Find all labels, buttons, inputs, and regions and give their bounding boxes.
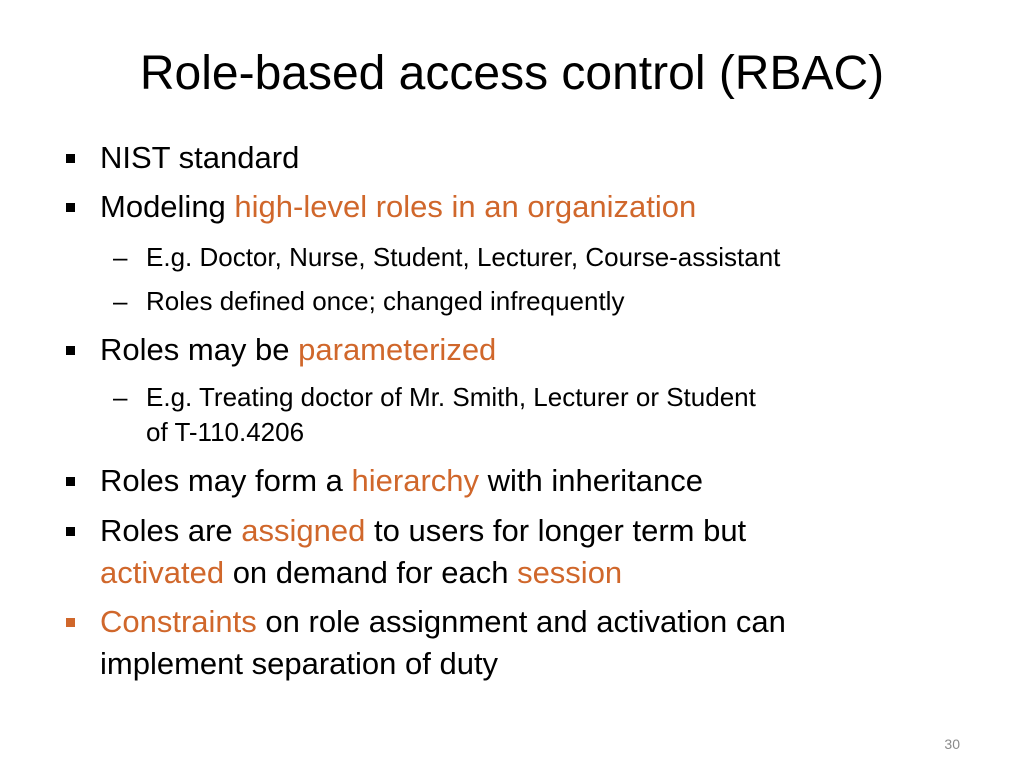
bullet-line2 <box>100 552 980 594</box>
bullet-modeling <box>100 186 980 228</box>
subbullet-treating-doctor <box>146 380 966 450</box>
accent-square-bullet-icon <box>66 618 75 627</box>
square-bullet-icon <box>66 527 75 536</box>
highlight-text: high-level roles in an organization <box>234 189 697 224</box>
highlight-text: hierarchy <box>351 463 480 498</box>
highlight-text: assigned <box>241 513 366 548</box>
subbullet-text: Roles defined once; changed infrequently <box>146 286 625 316</box>
subbullet-defined-once <box>146 284 966 319</box>
square-bullet-icon <box>66 203 75 212</box>
dash-bullet-icon: – <box>113 286 128 316</box>
slide-title: Role-based access control (RBAC) <box>139 47 885 100</box>
bullet-line1 <box>100 510 980 552</box>
bullet-text: with inheritance <box>479 463 704 498</box>
highlight-text: Constraints <box>100 604 257 639</box>
bullet-hierarchy <box>100 460 980 502</box>
dash-bullet-icon: – <box>113 382 128 412</box>
bullet-text: on role assignment and activation can <box>256 604 786 639</box>
bullet-assigned-activated <box>100 510 980 594</box>
square-bullet-icon <box>66 154 75 163</box>
bullet-text: Modeling <box>100 189 235 224</box>
bullet-text: Roles may be <box>100 332 299 367</box>
subbullet-text-line1: E.g. Treating doctor of Mr. Smith, Lecturer or Student <box>146 382 756 412</box>
subbullet-text: E.g. Doctor, Nurse, Student, Lecturer, Course-assistant <box>146 242 781 272</box>
bullet-parameterized <box>100 329 980 371</box>
bullet-constraints <box>100 601 980 685</box>
subbullet-text-line2: of T-110.4206 <box>146 417 305 447</box>
square-bullet-icon <box>66 477 75 486</box>
bullet-text: Roles may form a <box>100 463 352 498</box>
bullet-nist-standard <box>100 137 980 179</box>
dash-bullet-icon: – <box>113 242 128 272</box>
bullet-text: Roles are <box>100 513 242 548</box>
subbullet-examples <box>146 240 966 275</box>
bullet-text: to users for longer term but <box>365 513 747 548</box>
bullet-line2: implement separation of duty <box>100 646 499 681</box>
highlight-text: activated <box>100 555 225 590</box>
bullet-text: on demand for each <box>224 555 518 590</box>
highlight-text: parameterized <box>298 332 497 367</box>
highlight-text: session <box>517 555 623 590</box>
slide-number: 30 <box>944 736 960 752</box>
square-bullet-icon <box>66 346 75 355</box>
bullet-text: NIST standard <box>100 140 300 175</box>
bullet-line1 <box>100 601 980 643</box>
